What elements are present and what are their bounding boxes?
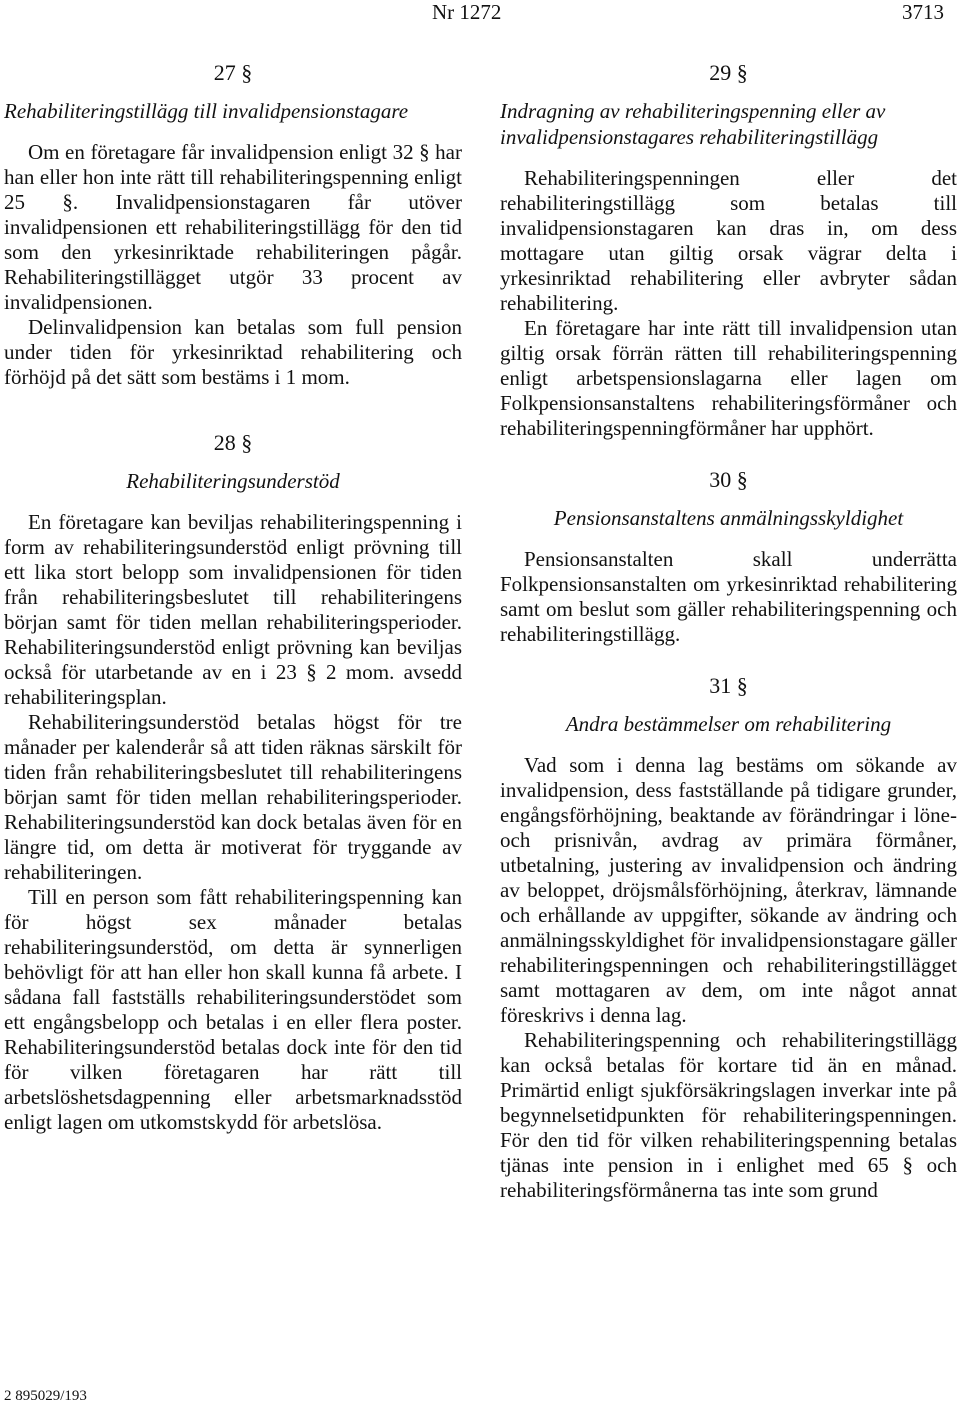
document-number: Nr 1272 [432, 0, 502, 24]
section-27-paragraph-1: Om en företagare får invalidpension enligt 32 § har han eller hon inte rätt till rehabiliteringspenning enligt 25 §. Invalidpensionstagaren får utöver invalidpensionen ett rehabiliteringstillägg för den tid som den yrkesinriktade rehabiliteringen pågår. Rehabiliteringstillägget utgör 33 procent av invalidpensionen. [4, 140, 462, 314]
section-28-number: 28 § [213, 430, 253, 455]
section-30-paragraph-1: Pensionsanstalten skall underrätta Folkpensionsanstalten om yrkesinriktad rehabilitering samt om beslut som gäller rehabiliteringspenning och rehabiliteringstillägg. [500, 547, 957, 646]
left-column [4, 60, 462, 1135]
section-28-paragraph-2: Rehabiliteringsunderstöd betalas högst för tre månader per kalenderår så att tiden räknas särskilt för tiden från rehabiliteringsbeslutet till rehabiliteringens början samt för tiden mellan rehabiliteringsperioder. Rehabiliteringsunderstöd kan dock betalas även för en längre tid, om detta är motiverat för tryggande av rehabiliteringen. [4, 710, 462, 884]
section-31-paragraph-2: Rehabiliteringspenning och rehabiliteringstillägg kan också betalas för kortare tid än en månad. Primärtid enligt sjukförsäkringslagen inverkar inte på begynnelsetidpunkten för rehabiliteringspenningen. För den tid för vilken rehabiliteringspenning betalas tjänas inte pension in i enlighet med 65 § och rehabiliteringsförmånerna tas inte som grund [500, 1028, 957, 1202]
section-28-paragraph-3: Till en person som fått rehabiliteringspenning kan för högst sex månader betalas rehabiliteringsunderstöd, om detta är synnerligen behövligt för att han eller hon skall kunna få arbete. I sådana fall fastställs rehabiliteringsunderstödet som ett engångsbelopp och betalas i en eller flera poster. Rehabiliteringsunderstöd betalas dock inte för den tid för vilken företagaren har rätt till arbetslöshetsdagpenning eller arbetsmarknadsstöd enligt lagen om utkomstskydd för arbetslösa. [4, 885, 462, 1134]
section-29-title: Indragning av rehabiliteringspenning eller av invalidpensionstagares rehabiliteringstillägg [500, 99, 886, 149]
section-27-number: 27 § [213, 60, 253, 85]
page-number: 3713 [902, 0, 944, 24]
section-31-title: Andra bestämmelser om rehabilitering [565, 712, 892, 736]
section-30-title: Pensionsanstaltens anmälningsskyldighet [553, 506, 904, 530]
section-28-title: Rehabiliteringsunderstöd [126, 469, 340, 493]
section-29-paragraph-2: En företagare har inte rätt till invalidpension utan giltig orsak förrän rätten till rehabiliteringspenning enligt arbetspensionslagarna eller lagen om Folkpensionsanstaltens rehabiliteringsförmåner och rehabiliteringspenningförmåner har upphört. [500, 316, 957, 440]
section-31-paragraph-1: Vad som i denna lag bestäms om sökande av invalidpension, dess fastställande på tidigare grunder, engångsförhöjning, beaktande av förändringar i löne- och prisnivån, avdrag av primära förmåner, utbetalning, justering av invalidpension och ändring av beloppet, dröjsmålsförhöjning, återkrav, lämnande och erhållande av uppgifter, sökande av ändring och anmälningsskyldighet för invalidpensionstagare gäller rehabiliteringspenningen och rehabiliteringstillägget samt mottagaren av dem, om inte något annat föreskrivs i denna lag. [500, 753, 957, 1027]
right-column [500, 60, 957, 1203]
section-29-paragraph-1: Rehabiliteringspenningen eller det rehabiliteringstillägg som betalas till invalidpensionstagaren kan dras in, om dess mottagare utan giltig orsak vägrar delta i yrkesinriktad rehabilitering eller avbryter sådan rehabilitering. [500, 166, 957, 315]
footer-code: 2 895029/193 [4, 1388, 87, 1404]
section-29-number: 29 § [709, 60, 748, 85]
section-31-number: 31 § [709, 673, 748, 698]
section-30-number: 30 § [709, 467, 748, 492]
section-28-paragraph-1: En företagare kan beviljas rehabiliteringspenning i form av rehabiliteringsunderstöd enligt prövning till ett lika stort belopp som invalidpensionen för tiden från rehabiliteringsbeslutet till rehabiliteringens början samt för tiden mellan rehabiliteringsperioder. Rehabiliteringsunderstöd enligt prövning kan beviljas också för utarbetande av en i 23 § 2 mom. avsedd rehabiliteringsplan. [4, 510, 462, 709]
section-27-paragraph-2: Delinvalidpension kan betalas som full pension under tiden för yrkesinriktad rehabilitering och förhöjd på det sätt som bestäms i 1 mom. [4, 315, 462, 389]
section-27-title: Rehabiliteringstillägg till invalidpensionstagare [4, 99, 409, 123]
